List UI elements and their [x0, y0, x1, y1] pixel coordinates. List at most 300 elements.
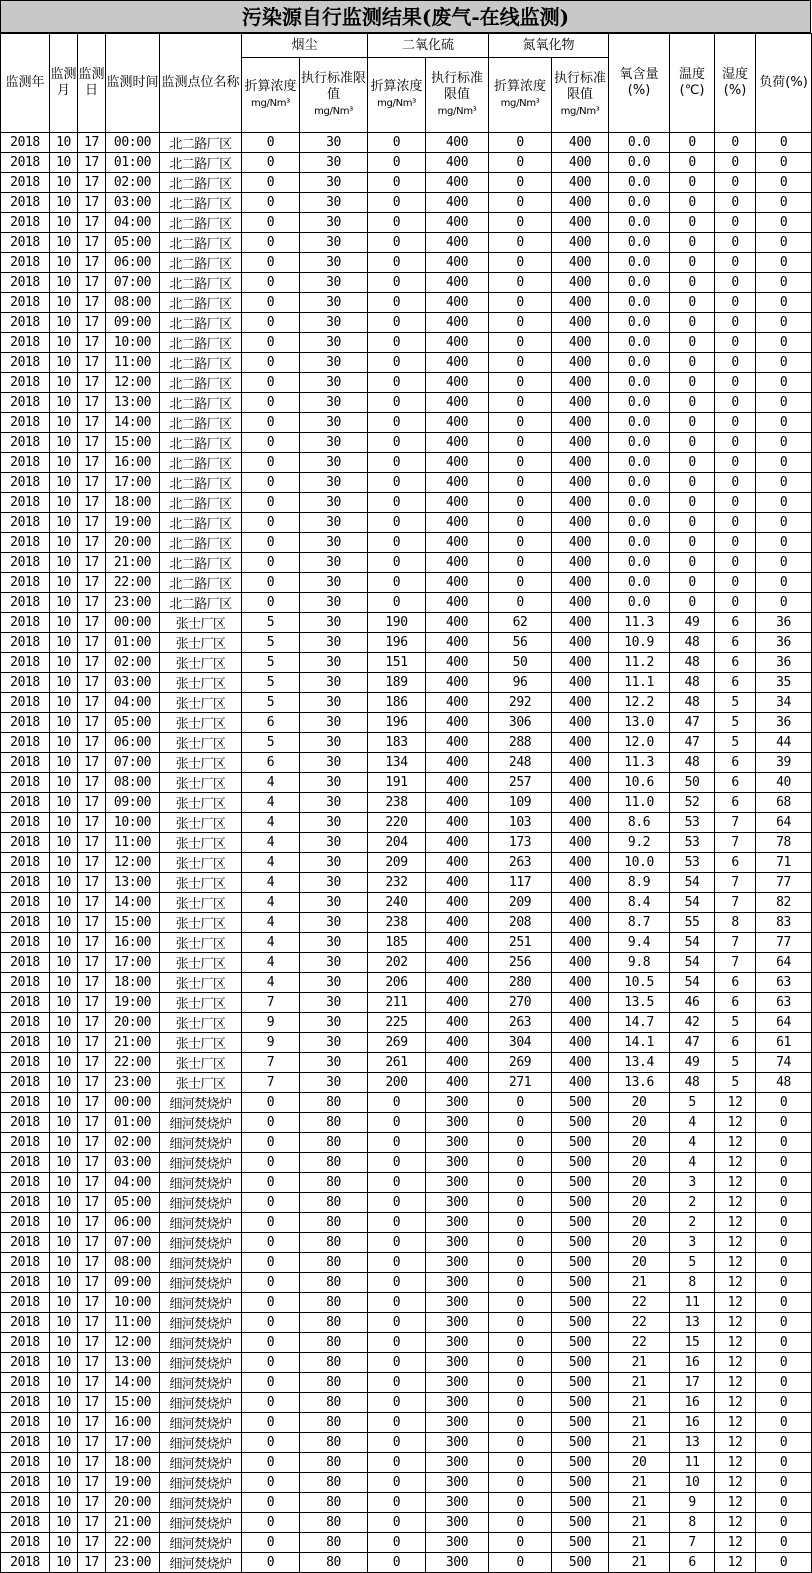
table-cell: 7 [715, 873, 756, 893]
table-cell: 196 [368, 633, 426, 653]
table-cell: 400 [426, 833, 489, 853]
table-cell: 3 [670, 1233, 715, 1253]
table-cell: 20 [609, 1233, 670, 1253]
table-cell: 0 [368, 1553, 426, 1573]
table-cell: 0 [756, 473, 812, 493]
table-cell: 11 [670, 1453, 715, 1473]
table-cell: 0 [670, 253, 715, 273]
table-cell: 2018 [1, 1393, 50, 1413]
table-cell: 北二路厂区 [160, 473, 242, 493]
table-cell: 34 [756, 693, 812, 713]
table-cell: 张士厂区 [160, 713, 242, 733]
table-cell: 8 [715, 913, 756, 933]
table-cell: 22 [609, 1293, 670, 1313]
table-cell: 0 [489, 1453, 552, 1473]
table-cell: 30 [300, 173, 368, 193]
table-cell: 30 [300, 313, 368, 333]
table-cell: 0 [756, 1233, 812, 1253]
table-cell: 0 [756, 1093, 812, 1113]
table-cell: 0.0 [609, 493, 670, 513]
table-cell: 400 [426, 773, 489, 793]
table-cell: 80 [300, 1393, 368, 1413]
table-row [1, 193, 812, 213]
table-cell: 2018 [1, 473, 50, 493]
table-cell: 10 [50, 1373, 78, 1393]
table-cell: 0 [670, 293, 715, 313]
table-cell: 49 [670, 613, 715, 633]
table-cell: 张士厂区 [160, 613, 242, 633]
table-cell: 64 [756, 1013, 812, 1033]
table-cell: 400 [426, 673, 489, 693]
table-cell: 23:00 [106, 1073, 160, 1093]
table-row [1, 753, 812, 773]
table-cell: 12:00 [106, 373, 160, 393]
table-cell: 500 [552, 1233, 609, 1253]
table-cell: 30 [300, 833, 368, 853]
table-cell: 0 [489, 1113, 552, 1133]
table-cell: 2018 [1, 613, 50, 633]
table-cell: 17 [78, 1333, 106, 1353]
table-cell: 张士厂区 [160, 953, 242, 973]
table-cell: 400 [426, 633, 489, 653]
table-cell: 0 [368, 133, 426, 153]
table-row [1, 373, 812, 393]
header-oxygen: 氧含量(%) [609, 34, 670, 133]
table-cell: 17 [78, 733, 106, 753]
table-row [1, 413, 812, 433]
table-row [1, 1293, 812, 1313]
table-cell: 400 [552, 513, 609, 533]
table-cell: 20 [609, 1093, 670, 1113]
table-row [1, 1313, 812, 1333]
table-cell: 0 [242, 333, 300, 353]
table-cell: 0 [368, 313, 426, 333]
header-temperature: 温度(℃) [670, 34, 715, 133]
table-cell: 17 [78, 1173, 106, 1193]
table-cell: 4 [670, 1113, 715, 1133]
table-cell: 0 [489, 393, 552, 413]
table-cell: 10.0 [609, 853, 670, 873]
table-cell: 46 [670, 993, 715, 1013]
table-cell: 2018 [1, 913, 50, 933]
table-cell: 256 [489, 953, 552, 973]
table-cell: 6 [715, 993, 756, 1013]
table-cell: 0 [715, 273, 756, 293]
table-cell: 2018 [1, 1273, 50, 1293]
table-cell: 0 [756, 373, 812, 393]
table-cell: 8.9 [609, 873, 670, 893]
table-cell: 196 [368, 713, 426, 733]
table-cell: 17 [78, 1093, 106, 1113]
table-cell: 0 [242, 153, 300, 173]
table-cell: 0 [242, 1253, 300, 1273]
table-cell: 2018 [1, 233, 50, 253]
table-row [1, 1413, 812, 1433]
table-cell: 10 [50, 1253, 78, 1273]
table-cell: 209 [368, 853, 426, 873]
table-cell: 48 [670, 753, 715, 773]
table-cell: 0 [715, 433, 756, 453]
table-cell: 300 [426, 1393, 489, 1413]
table-cell: 北二路厂区 [160, 373, 242, 393]
table-cell: 北二路厂区 [160, 173, 242, 193]
table-cell: 30 [300, 213, 368, 233]
table-cell: 10 [50, 633, 78, 653]
table-cell: 134 [368, 753, 426, 773]
table-cell: 400 [552, 433, 609, 453]
table-cell: 17 [78, 1013, 106, 1033]
table-cell: 300 [426, 1413, 489, 1433]
table-cell: 0 [756, 1173, 812, 1193]
table-cell: 300 [426, 1293, 489, 1313]
table-cell: 300 [426, 1453, 489, 1473]
table-cell: 9.4 [609, 933, 670, 953]
table-cell: 0 [368, 473, 426, 493]
table-cell: 400 [426, 253, 489, 273]
table-cell: 17 [78, 253, 106, 273]
table-cell: 0 [368, 573, 426, 593]
table-cell: 2018 [1, 433, 50, 453]
table-cell: 张士厂区 [160, 853, 242, 873]
table-cell: 2018 [1, 1053, 50, 1073]
table-cell: 400 [552, 673, 609, 693]
table-cell: 细河焚烧炉 [160, 1553, 242, 1573]
table-cell: 17 [78, 1433, 106, 1453]
table-cell: 01:00 [106, 1113, 160, 1133]
table-cell: 400 [426, 493, 489, 513]
table-cell: 21:00 [106, 1513, 160, 1533]
table-cell: 0 [756, 1333, 812, 1353]
table-cell: 400 [552, 193, 609, 213]
table-cell: 2018 [1, 553, 50, 573]
table-cell: 400 [426, 413, 489, 433]
table-cell: 17 [78, 233, 106, 253]
table-cell: 4 [242, 873, 300, 893]
table-cell: 17 [78, 473, 106, 493]
table-cell: 0 [756, 133, 812, 153]
table-cell: 0 [489, 1233, 552, 1253]
table-cell: 30 [300, 973, 368, 993]
table-cell: 0 [756, 1433, 812, 1453]
table-cell: 10 [50, 733, 78, 753]
table-cell: 0 [489, 433, 552, 453]
table-cell: 10 [50, 1093, 78, 1113]
table-cell: 300 [426, 1093, 489, 1113]
table-row [1, 933, 812, 953]
table-cell: 83 [756, 913, 812, 933]
table-cell: 0 [489, 333, 552, 353]
table-cell: 0.0 [609, 593, 670, 613]
table-cell: 0 [489, 213, 552, 233]
table-cell: 17 [78, 573, 106, 593]
table-cell: 240 [368, 893, 426, 913]
header-month: 监测月 [50, 34, 78, 133]
table-cell: 北二路厂区 [160, 273, 242, 293]
table-cell: 53 [670, 813, 715, 833]
table-cell: 14.1 [609, 1033, 670, 1053]
table-cell: 0 [756, 1393, 812, 1413]
table-cell: 5 [242, 673, 300, 693]
table-cell: 7 [715, 813, 756, 833]
table-cell: 7 [670, 1533, 715, 1553]
table-cell: 80 [300, 1433, 368, 1453]
table-cell: 263 [489, 1013, 552, 1033]
table-cell: 55 [670, 913, 715, 933]
table-cell: 300 [426, 1513, 489, 1533]
header-dust-limit: 执行标准限值 mg/Nm³ [300, 58, 368, 133]
table-cell: 0 [368, 173, 426, 193]
table-cell: 0 [489, 573, 552, 593]
table-cell: 10 [50, 693, 78, 713]
table-cell: 11.0 [609, 793, 670, 813]
table-cell: 9 [242, 1013, 300, 1033]
table-cell: 0 [489, 1493, 552, 1513]
table-cell: 2018 [1, 1513, 50, 1533]
table-cell: 0 [670, 133, 715, 153]
table-cell: 0 [756, 453, 812, 473]
table-cell: 0 [670, 313, 715, 333]
table-cell: 17 [78, 1393, 106, 1413]
table-cell: 80 [300, 1313, 368, 1333]
table-cell: 53 [670, 833, 715, 853]
table-cell: 50 [670, 773, 715, 793]
table-row [1, 453, 812, 473]
table-cell: 10 [50, 313, 78, 333]
table-cell: 2018 [1, 693, 50, 713]
table-cell: 细河焚烧炉 [160, 1093, 242, 1113]
table-cell: 238 [368, 793, 426, 813]
table-cell: 36 [756, 653, 812, 673]
table-cell: 0 [489, 513, 552, 533]
table-cell: 11:00 [106, 833, 160, 853]
table-cell: 0 [242, 373, 300, 393]
table-cell: 19:00 [106, 993, 160, 1013]
table-cell: 263 [489, 853, 552, 873]
table-cell: 18:00 [106, 973, 160, 993]
table-cell: 30 [300, 133, 368, 153]
table-cell: 400 [426, 433, 489, 453]
table-cell: 0 [242, 1513, 300, 1533]
table-cell: 张士厂区 [160, 1073, 242, 1093]
table-cell: 17 [78, 1493, 106, 1513]
table-cell: 400 [426, 993, 489, 1013]
table-cell: 0 [368, 453, 426, 473]
table-cell: 北二路厂区 [160, 593, 242, 613]
table-cell: 10 [50, 273, 78, 293]
table-cell: 5 [242, 733, 300, 753]
table-cell: 30 [300, 493, 368, 513]
table-row [1, 953, 812, 973]
table-cell: 10 [50, 1493, 78, 1513]
table-cell: 0 [368, 1473, 426, 1493]
table-cell: 16 [670, 1413, 715, 1433]
table-cell: 400 [426, 933, 489, 953]
table-cell: 0 [756, 1453, 812, 1473]
table-cell: 151 [368, 653, 426, 673]
table-cell: 0 [670, 353, 715, 373]
table-cell: 16:00 [106, 933, 160, 953]
table-cell: 0 [756, 1353, 812, 1373]
table-cell: 80 [300, 1093, 368, 1113]
table-cell: 10 [50, 1353, 78, 1373]
table-cell: 109 [489, 793, 552, 813]
table-cell: 9 [242, 1033, 300, 1053]
table-cell: 4 [670, 1153, 715, 1173]
table-row [1, 1333, 812, 1353]
table-cell: 0 [368, 493, 426, 513]
table-cell: 0.0 [609, 153, 670, 173]
table-cell: 173 [489, 833, 552, 853]
table-row [1, 733, 812, 753]
table-cell: 2018 [1, 833, 50, 853]
table-cell: 2018 [1, 1433, 50, 1453]
table-cell: 0 [715, 313, 756, 333]
table-cell: 500 [552, 1373, 609, 1393]
table-cell: 0 [756, 153, 812, 173]
table-cell: 细河焚烧炉 [160, 1493, 242, 1513]
table-cell: 300 [426, 1473, 489, 1493]
table-cell: 细河焚烧炉 [160, 1453, 242, 1473]
table-cell: 2018 [1, 293, 50, 313]
table-cell: 400 [552, 953, 609, 973]
table-cell: 11.3 [609, 753, 670, 773]
table-cell: 2018 [1, 1093, 50, 1113]
table-cell: 0 [489, 233, 552, 253]
table-cell: 2018 [1, 573, 50, 593]
table-cell: 2018 [1, 773, 50, 793]
table-cell: 12 [715, 1093, 756, 1113]
table-cell: 10 [50, 433, 78, 453]
table-cell: 0 [756, 1193, 812, 1213]
table-cell: 0 [368, 373, 426, 393]
table-cell: 0 [489, 373, 552, 393]
table-cell: 北二路厂区 [160, 293, 242, 313]
table-cell: 10 [50, 373, 78, 393]
table-cell: 17 [78, 833, 106, 853]
table-cell: 12:00 [106, 853, 160, 873]
table-cell: 0 [489, 493, 552, 513]
table-cell: 12 [715, 1133, 756, 1153]
table-cell: 80 [300, 1373, 368, 1393]
table-cell: 8 [670, 1273, 715, 1293]
table-cell: 30 [300, 293, 368, 313]
table-cell: 10 [50, 773, 78, 793]
table-cell: 30 [300, 573, 368, 593]
table-cell: 0 [489, 1473, 552, 1493]
table-cell: 400 [552, 253, 609, 273]
table-cell: 2018 [1, 1013, 50, 1033]
table-cell: 7 [715, 893, 756, 913]
table-cell: 细河焚烧炉 [160, 1213, 242, 1233]
table-cell: 400 [426, 313, 489, 333]
table-cell: 0.0 [609, 373, 670, 393]
table-cell: 2018 [1, 173, 50, 193]
table-cell: 10 [50, 153, 78, 173]
table-cell: 0 [242, 453, 300, 473]
table-cell: 400 [552, 1053, 609, 1073]
table-cell: 0 [670, 153, 715, 173]
table-cell: 10.9 [609, 633, 670, 653]
table-cell: 232 [368, 873, 426, 893]
table-cell: 500 [552, 1513, 609, 1533]
table-cell: 2018 [1, 213, 50, 233]
table-cell: 400 [426, 193, 489, 213]
table-cell: 4 [242, 853, 300, 873]
table-cell: 细河焚烧炉 [160, 1393, 242, 1413]
table-cell: 北二路厂区 [160, 533, 242, 553]
table-cell: 02:00 [106, 1133, 160, 1153]
table-cell: 17 [78, 1153, 106, 1173]
table-cell: 0 [368, 1253, 426, 1273]
table-cell: 0 [489, 173, 552, 193]
table-cell: 0 [489, 453, 552, 473]
table-cell: 20 [609, 1253, 670, 1273]
table-cell: 张士厂区 [160, 673, 242, 693]
table-cell: 500 [552, 1093, 609, 1113]
table-cell: 0 [756, 1493, 812, 1513]
table-cell: 5 [670, 1093, 715, 1113]
table-cell: 0 [368, 1273, 426, 1293]
table-cell: 400 [552, 833, 609, 853]
table-cell: 189 [368, 673, 426, 693]
table-cell: 48 [670, 633, 715, 653]
table-cell: 10 [50, 653, 78, 673]
table-cell: 4 [242, 793, 300, 813]
table-cell: 10 [50, 1513, 78, 1533]
table-cell: 2018 [1, 893, 50, 913]
table-cell: 2018 [1, 393, 50, 413]
table-cell: 16:00 [106, 453, 160, 473]
table-cell: 0.0 [609, 573, 670, 593]
table-cell: 0.0 [609, 353, 670, 373]
table-cell: 10 [50, 813, 78, 833]
table-cell: 0 [670, 393, 715, 413]
table-cell: 17 [78, 353, 106, 373]
table-cell: 400 [552, 913, 609, 933]
table-cell: 0 [242, 1533, 300, 1553]
table-cell: 80 [300, 1473, 368, 1493]
table-cell: 53 [670, 853, 715, 873]
table-cell: 2018 [1, 493, 50, 513]
table-cell: 17:00 [106, 1433, 160, 1453]
table-cell: 30 [300, 933, 368, 953]
table-cell: 0 [489, 1293, 552, 1313]
table-cell: 0 [242, 313, 300, 333]
table-cell: 0 [368, 1113, 426, 1133]
table-cell: 0 [368, 213, 426, 233]
table-cell: 248 [489, 753, 552, 773]
table-cell: 0 [715, 573, 756, 593]
table-cell: 68 [756, 793, 812, 813]
table-cell: 30 [300, 473, 368, 493]
table-cell: 10 [50, 333, 78, 353]
table-row [1, 1133, 812, 1153]
table-cell: 30 [300, 633, 368, 653]
table-cell: 0 [489, 293, 552, 313]
table-cell: 0 [368, 1413, 426, 1433]
table-cell: 0 [368, 273, 426, 293]
table-cell: 64 [756, 813, 812, 833]
table-cell: 300 [426, 1433, 489, 1453]
header-dust: 烟尘 [242, 34, 368, 58]
table-cell: 400 [426, 293, 489, 313]
table-cell: 0 [242, 1313, 300, 1333]
table-cell: 30 [300, 533, 368, 553]
table-cell: 0 [368, 353, 426, 373]
table-cell: 17 [78, 1473, 106, 1493]
table-cell: 30 [300, 673, 368, 693]
table-cell: 0 [756, 1133, 812, 1153]
